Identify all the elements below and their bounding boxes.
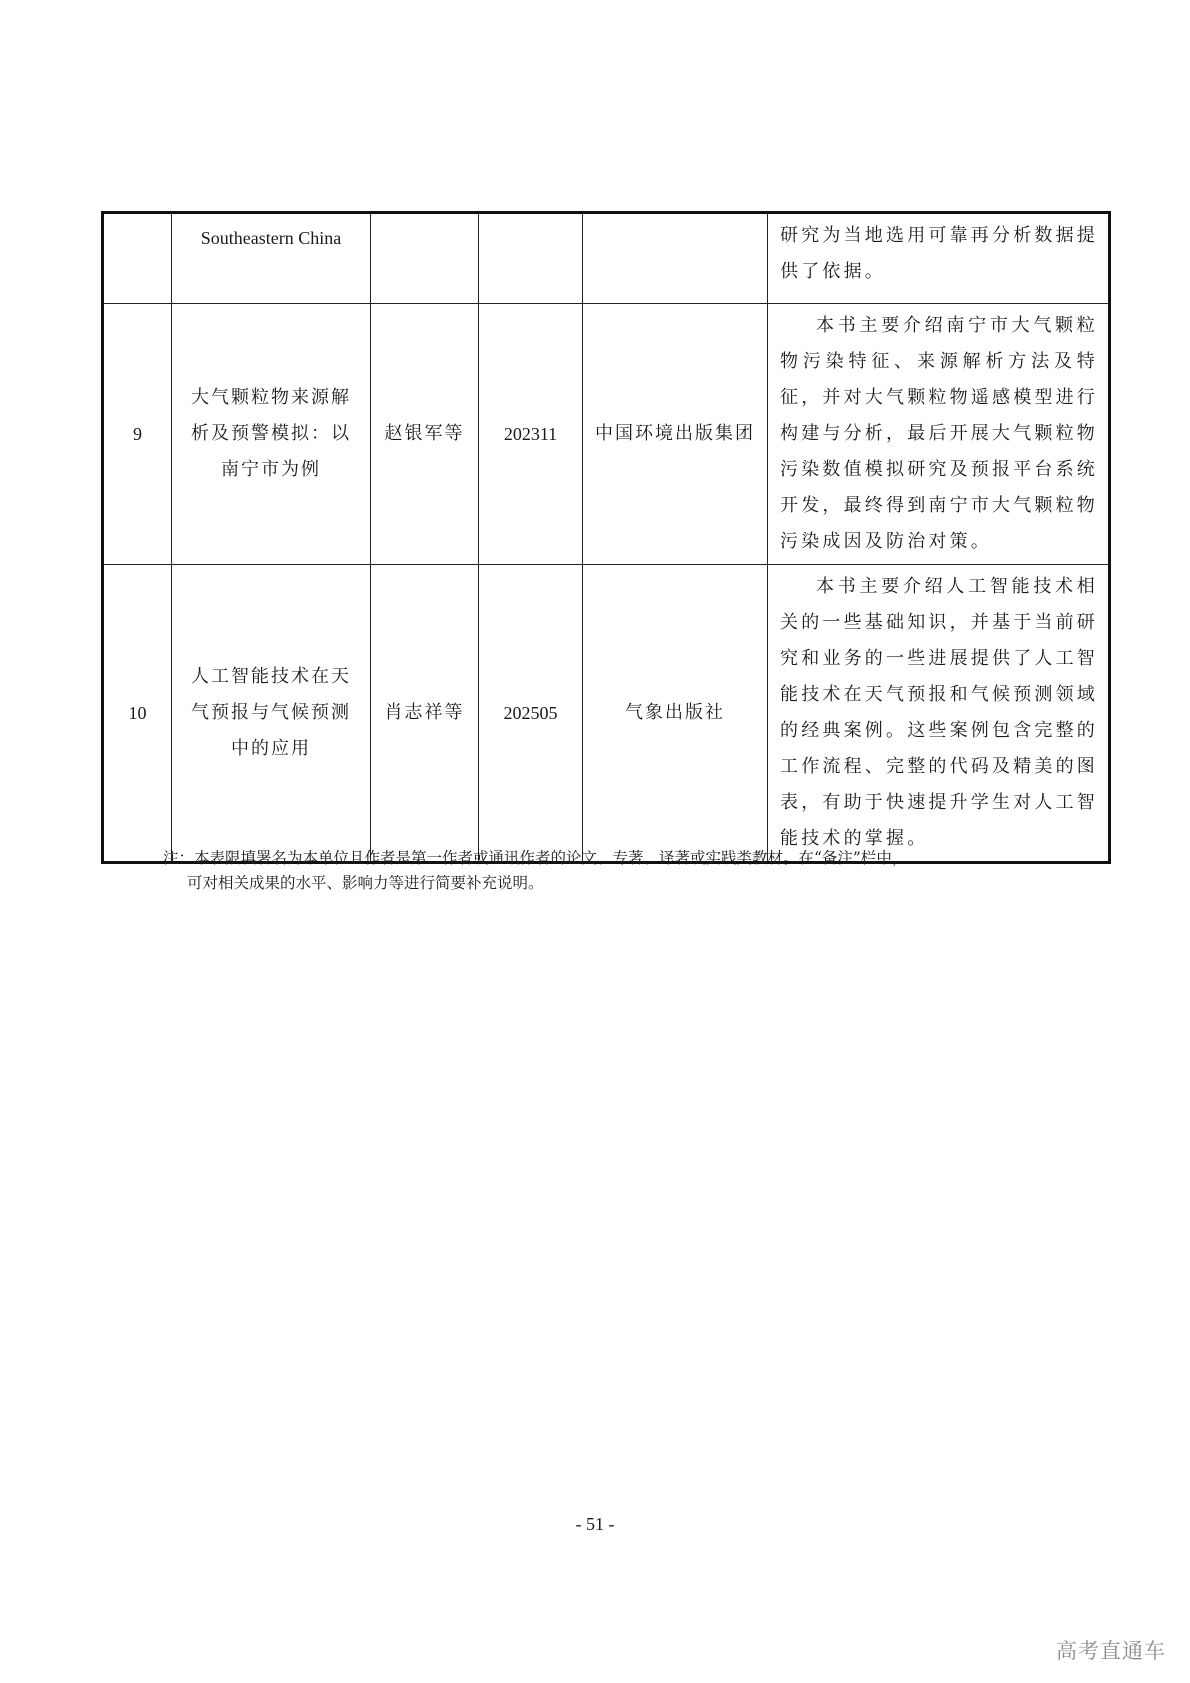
row-author: 赵银军等 <box>371 304 479 565</box>
row-index: 9 <box>103 304 172 565</box>
row-date: 202505 <box>479 565 583 863</box>
row-note: 本书主要介绍人工智能技术相关的一些基础知识，并基于当前研究和业务的一些进展提供了人工智能技术在天气预报和气候预测领域的经典案例。这些案例包含完整的工作流程、完整的代码及精美的图表，有助于快速提升学生对人工智能技术的掌握。 <box>768 565 1110 863</box>
table-row <box>103 213 1110 304</box>
row-note: 研究为当地选用可靠再分析数据提供了依据。 <box>768 213 1110 304</box>
row-publisher: 气象出版社 <box>583 565 768 863</box>
watermark-text: 高考直通车 <box>1056 1639 1166 1663</box>
footnote-line-2: 可对相关成果的水平、影响力等进行简要补充说明。 <box>187 874 544 892</box>
table-row <box>103 565 1110 863</box>
achievements-table <box>101 211 1111 864</box>
row-publisher <box>583 213 768 304</box>
row-publisher: 中国环境出版集团 <box>583 304 768 565</box>
row-title: 人工智能技术在天气预报与气候预测中的应用 <box>172 565 371 863</box>
row-date <box>479 213 583 304</box>
row-author: 肖志祥等 <box>371 565 479 863</box>
row-index: 10 <box>103 565 172 863</box>
row-title: 大气颗粒物来源解析及预警模拟：以南宁市为例 <box>172 304 371 565</box>
row-author <box>371 213 479 304</box>
row-note: 本书主要介绍南宁市大气颗粒物污染特征、来源解析方法及特征，并对大气颗粒物遥感模型进行构建与分析，最后开展大气颗粒物污染数值模拟研究及预报平台系统开发，最终得到南宁市大气颗粒物污染成因及防治对策。 <box>768 304 1110 565</box>
table-footnote <box>163 846 1063 896</box>
row-title: Southeastern China <box>172 213 371 304</box>
table-row <box>103 304 1110 565</box>
page-number: - 51 - <box>575 1514 615 1534</box>
row-index <box>103 213 172 304</box>
footnote-line-1: 注：本表限填署名为本单位且作者是第一作者或通讯作者的论文、专著、译著或实践类教材。在“备注”栏中， <box>163 849 908 867</box>
row-date: 202311 <box>479 304 583 565</box>
